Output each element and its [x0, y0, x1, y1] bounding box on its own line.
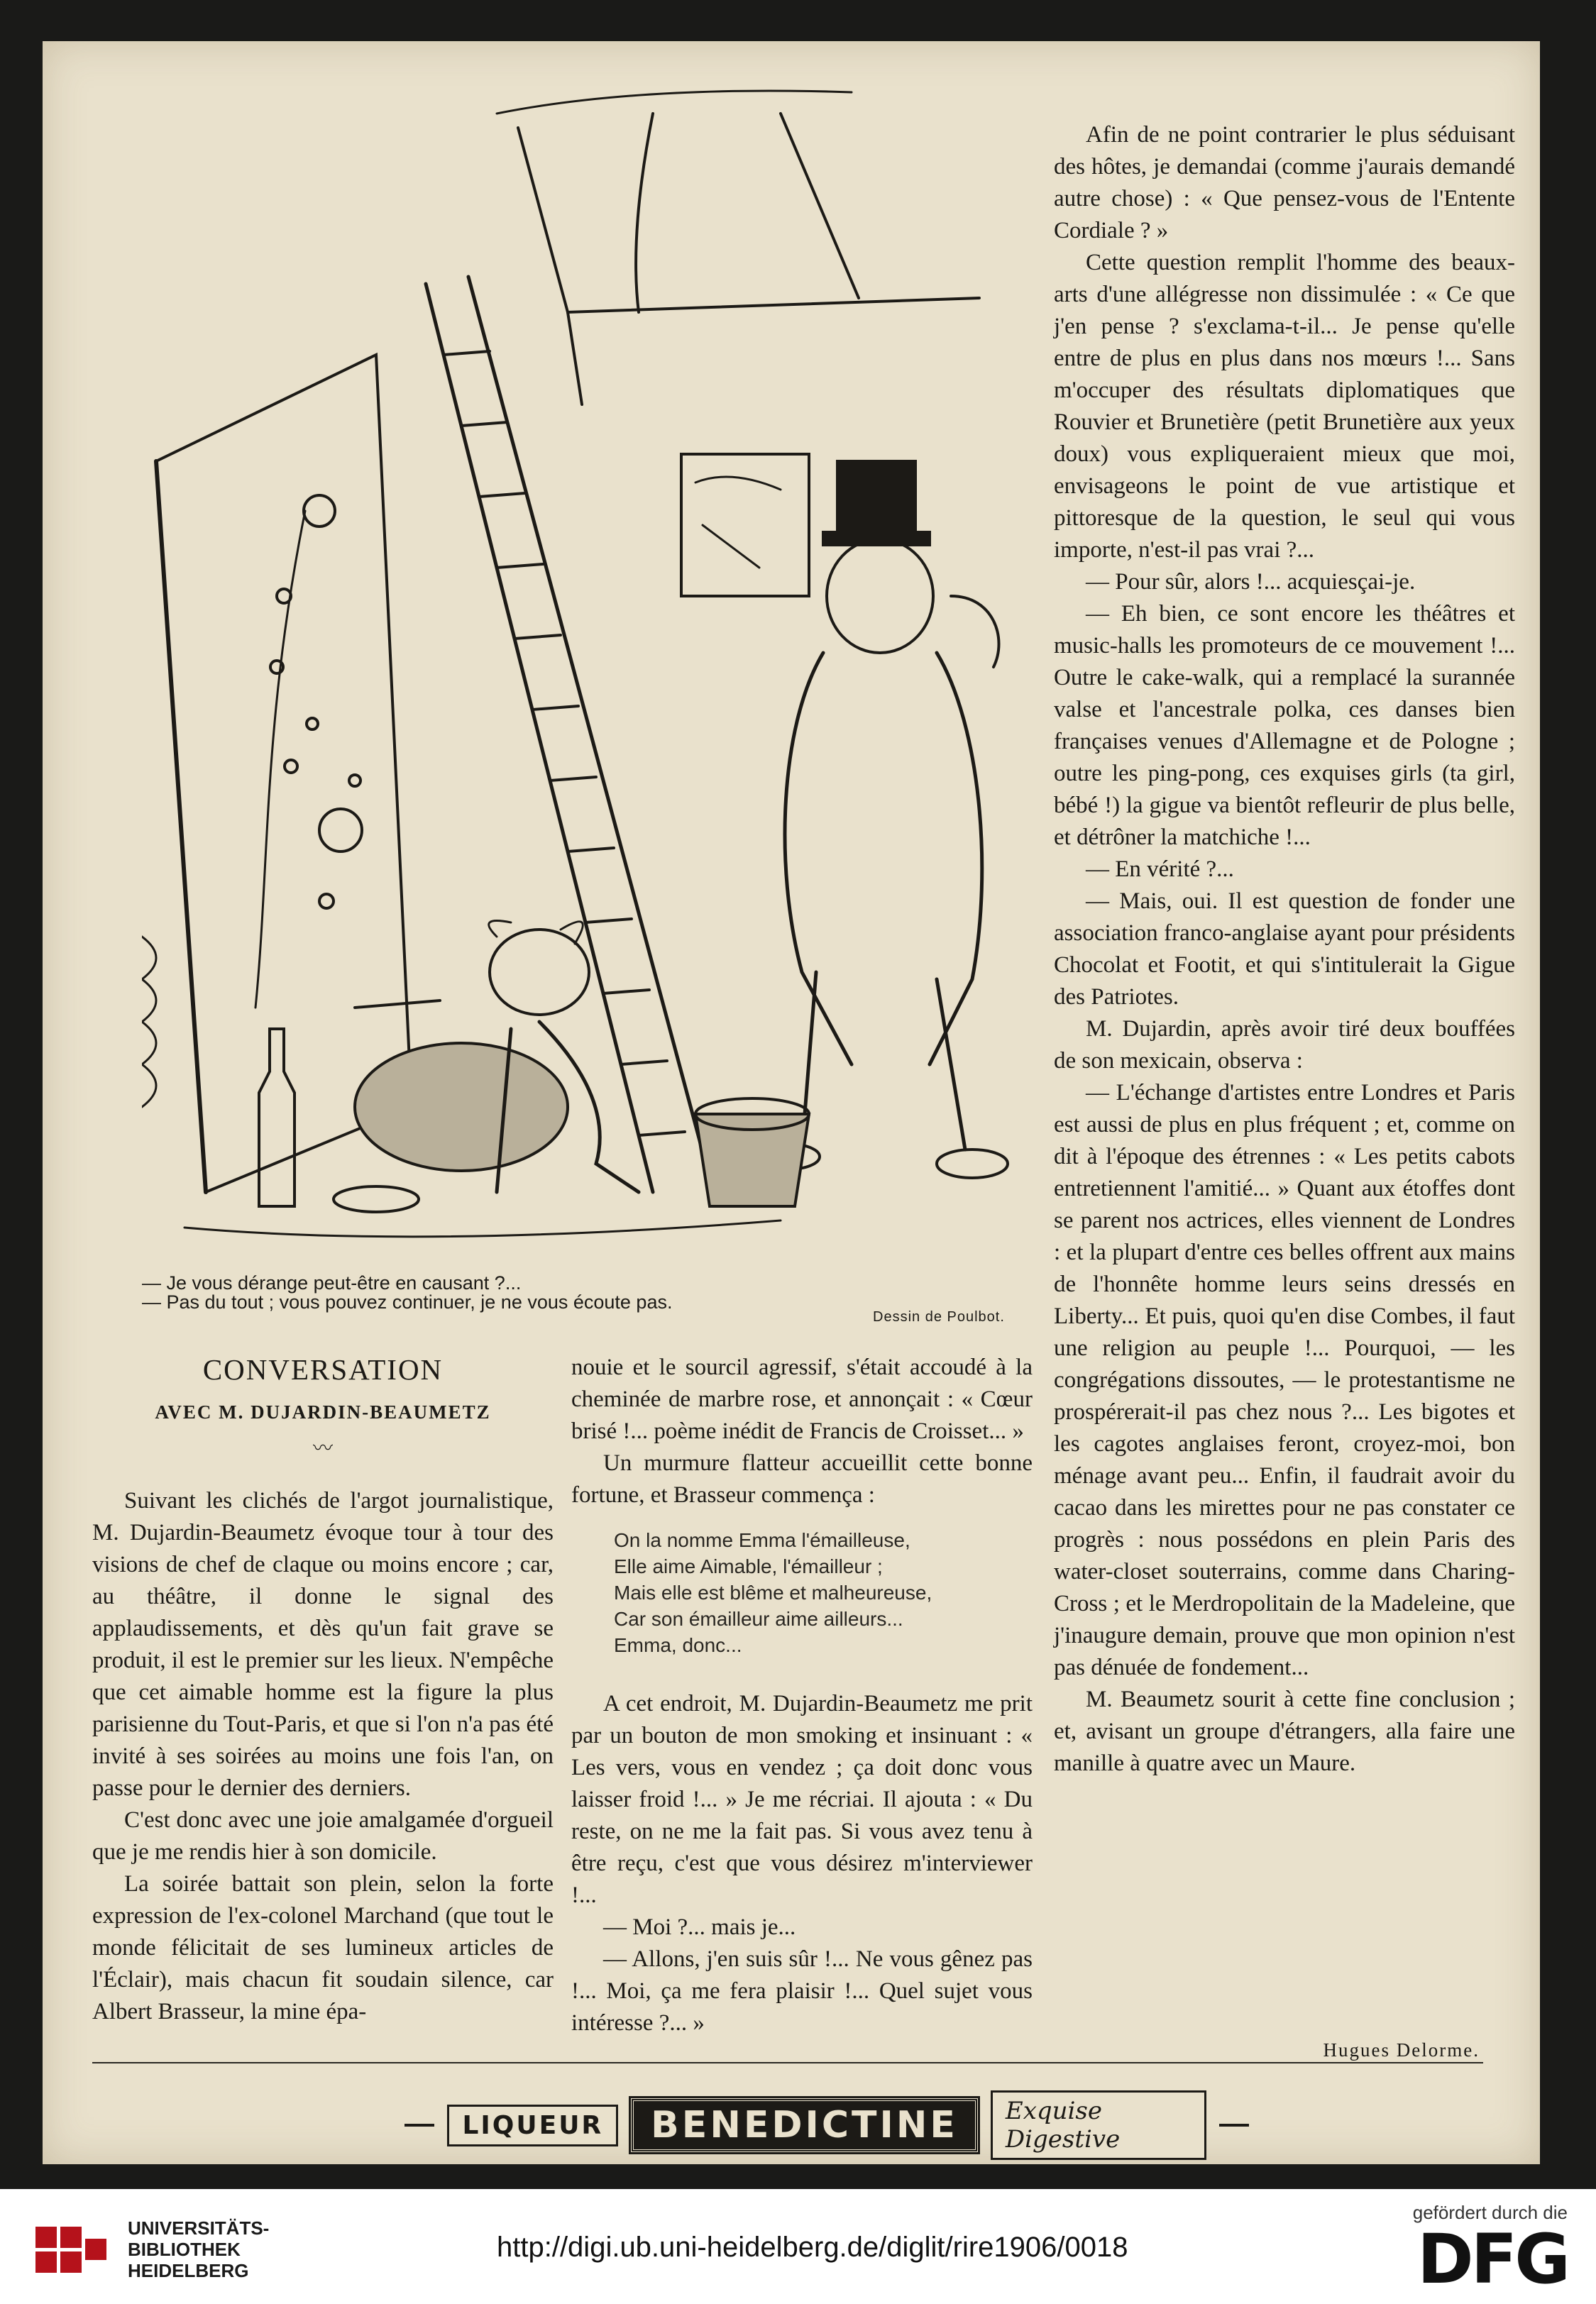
paragraph: — En vérité ?... — [1086, 856, 1234, 882]
university-name — [128, 2217, 269, 2281]
paragraph: M. Dujardin, après avoir tiré deux bouffées de son mexicain, observa : — [1054, 1016, 1515, 1074]
university-logo[interactable] — [28, 2217, 269, 2281]
paragraph: — Eh bien, ce sont encore les théâtres et music-halls les promoteurs de ce mouvement !... Outre le cake-walk, qui a remplacé la surannée valse et l'ancestrale polka, ces danses bien françaises venues d'Allemagne et de Pologne ; outre les ping-pong, ces exquises girls (ta girl, bébé !) la gigue va bientôt refleurir de plus belle, et détrôner la matchiche !... — [1054, 601, 1515, 850]
paragraph: Un murmure flatteur accueillit cette bonne fortune, et Brasseur commença : — [571, 1450, 1033, 1508]
poem-line: Elle aime Aimable, l'émailleur ; — [614, 1555, 883, 1577]
paragraph: — Moi ?... mais je... — [603, 1914, 796, 1940]
advert-banner — [404, 2097, 1249, 2154]
paragraph: Suivant les clichés de l'argot journalistique, M. Dujardin-Beaumetz évoque tour à tour des visions de chef de claque ou moins encore ; car, au théâtre, il donne le signal des applaudissements, et dès qu'un fait grave se produit, il est le premier sur les lieux. N'empêche que cet aimable homme est la figure la plus parisienne du Tout-Paris, et que si l'on n'a pas été invité à ses soirées au moins une fois l'an, on passe pour le dernier des derniers. — [92, 1488, 554, 1801]
advert-liqueur: LIQUEUR — [447, 2105, 618, 2146]
article-signature: Hugues Delorme. — [1323, 2039, 1480, 2061]
paragraph: — Mais, oui. Il est question de fonder une association franco-anglaise ayant pour présidents Chocolat et Footit, et qui s'intitulerait la Gigue des Patriotes. — [1054, 888, 1515, 1010]
article-column-middle — [571, 1352, 1033, 2039]
uni-line-1: UNIVERSITÄTS- — [128, 2217, 270, 2239]
caption-line-2: — Pas du tout ; vous pouvez continuer, je ne vous écoute pas. — [142, 1291, 673, 1313]
illustration — [142, 85, 1015, 1263]
uni-line-3: HEIDELBERG — [128, 2260, 249, 2281]
paragraph: Afin de ne point contrarier le plus séduisant des hôtes, je demandai (comme j'aurais demandé autre chose) : « Que pensez-vous de l'Entente Cordiale ? » — [1054, 122, 1515, 243]
drawing-caption — [142, 1274, 781, 1312]
article-title: CONVERSATION — [202, 1353, 444, 1386]
advert-benedictine: BENEDICTINE — [631, 2098, 978, 2152]
article-column-left — [92, 1352, 554, 2028]
banner-ornament-left — [404, 2124, 434, 2127]
caption-line-1: — Je vous dérange peut-être en causant ?... — [142, 1272, 522, 1294]
banner-ornament-right — [1219, 2124, 1249, 2127]
paragraph: — Allons, j'en suis sûr !... Ne vous gênez pas !... Moi, ça me fera plaisir !... Quel sujet vous intéresse ?... » — [571, 1946, 1033, 2036]
dfg-wordmark: DFG — [1416, 2220, 1568, 2299]
uni-line-2: BIBLIOTHEK — [128, 2239, 241, 2260]
paragraph: M. Beaumetz sourit à cette fine conclusion ; et, avisant un groupe d'étrangers, alla faire une manille à quatre avec un Maure. — [1054, 1687, 1515, 1776]
paragraph: nouie et le sourcil agressif, s'était accoudé à la cheminée de marbre rose, et annonçait : « Cœur brisé !... poème inédit de Francis de Croisset... » — [571, 1355, 1033, 1444]
studio-drawing — [142, 85, 1015, 1263]
viewer-footer — [0, 2189, 1596, 2304]
poem — [614, 1527, 1033, 1658]
paragraph: — L'échange d'artistes entre Londres et Paris est aussi de plus en plus fréquent ; et, comme on dit à l'époque des étrennes : « Les petits cabots entretiennent l'amitié... » Quant aux étoffes dont se parent nos actrices, elles viennent de Londres : et la plupart d'entre ces belles offrent aux mains de l'honnête homme leurs seins dressés en Liberty... Et puis, quoi qu'en dise Combes, il faut une religion au peuple !... Pourquoi, — les congrégations dissoutes, — le protestantisme ne prospérerait-il pas chez nous ?... Les bigotes et les cagotes anglaises feront, croyez-moi, bon ménage avant peu... Enfin, il faudrait avoir du cacao dans les mirettes pour ne pas constater ce progrès : nous possédons en plein Paris des water-closet souterrains, comme dans Charing-Cross ; et le Merdropolitain de la Madeleine, que j'inaugure demain, prouve que mon opinion n'est pas dénuée de fondement... — [1054, 1080, 1515, 1680]
article-subtitle: AVEC M. DUJARDIN-BEAUMETZ — [155, 1401, 491, 1423]
paragraph: Cette question remplit l'homme des beaux-arts d'une allégresse non dissimulée : « Ce que j'en pense ? s'exclama-t-il... Je pense qu'elle entre de plus en plus dans nos mœurs !... Sans m'occuper des résultats diplomatiques que Rouvier et Brunetière (petit Brunetière aux yeux doux) vous expliqueraient mieux que moi, envisageons le point de vue artistique et pittoresque de la question, le seul qui vous importe, n'est-il pas vrai ?... — [1054, 250, 1515, 563]
paragraph: La soirée battait son plein, selon la forte expression de l'ex-colonel Marchand (que tout le monde félicitait de ses lumineux articles de l'Éclair), mais chacun fit soudain silence, car Albert Brasseur, la mine épa- — [92, 1871, 554, 2024]
poem-line: Mais elle est blême et malheureuse, — [614, 1582, 932, 1604]
ornament-divider: 〰 — [312, 1438, 333, 1460]
funding-label: gefördert durch die — [1412, 2202, 1568, 2223]
bottom-rule — [92, 2062, 1483, 2063]
poem-line: On la nomme Emma l'émailleuse, — [614, 1529, 910, 1551]
drawing-credit: Dessin de Poulbot. — [873, 1309, 1005, 1325]
poem-line: Emma, donc... — [614, 1634, 742, 1656]
paragraph: — Pour sûr, alors !... acquiesçai-je. — [1086, 569, 1416, 595]
poem-line: Car son émailleur aime ailleurs... — [614, 1608, 903, 1630]
article-column-right — [1054, 119, 1515, 1780]
document-url[interactable]: http://digi.ub.uni-heidelberg.de/diglit/rire1906/0018 — [497, 2232, 1128, 2263]
heidelberg-seal-icon — [28, 2220, 114, 2280]
dfg-logo[interactable] — [1412, 2202, 1568, 2299]
paragraph: A cet endroit, M. Dujardin-Beaumetz me prit par un bouton de mon smoking et insinuant : « Les vers, vous en vendez ; ça doit donc vous laisser froid !... » Je me récriai. Il ajouta : « Du reste, on ne me la fait pas. Si vous avez tenu à être reçu, c'est que vous désirez m'interviewer !... — [571, 1691, 1033, 1908]
paragraph: C'est donc avec une joie amalgamée d'orgueil que je me rendis hier à son domicile. — [92, 1807, 554, 1865]
advert-digestive: Exquise Digestive — [991, 2090, 1206, 2160]
